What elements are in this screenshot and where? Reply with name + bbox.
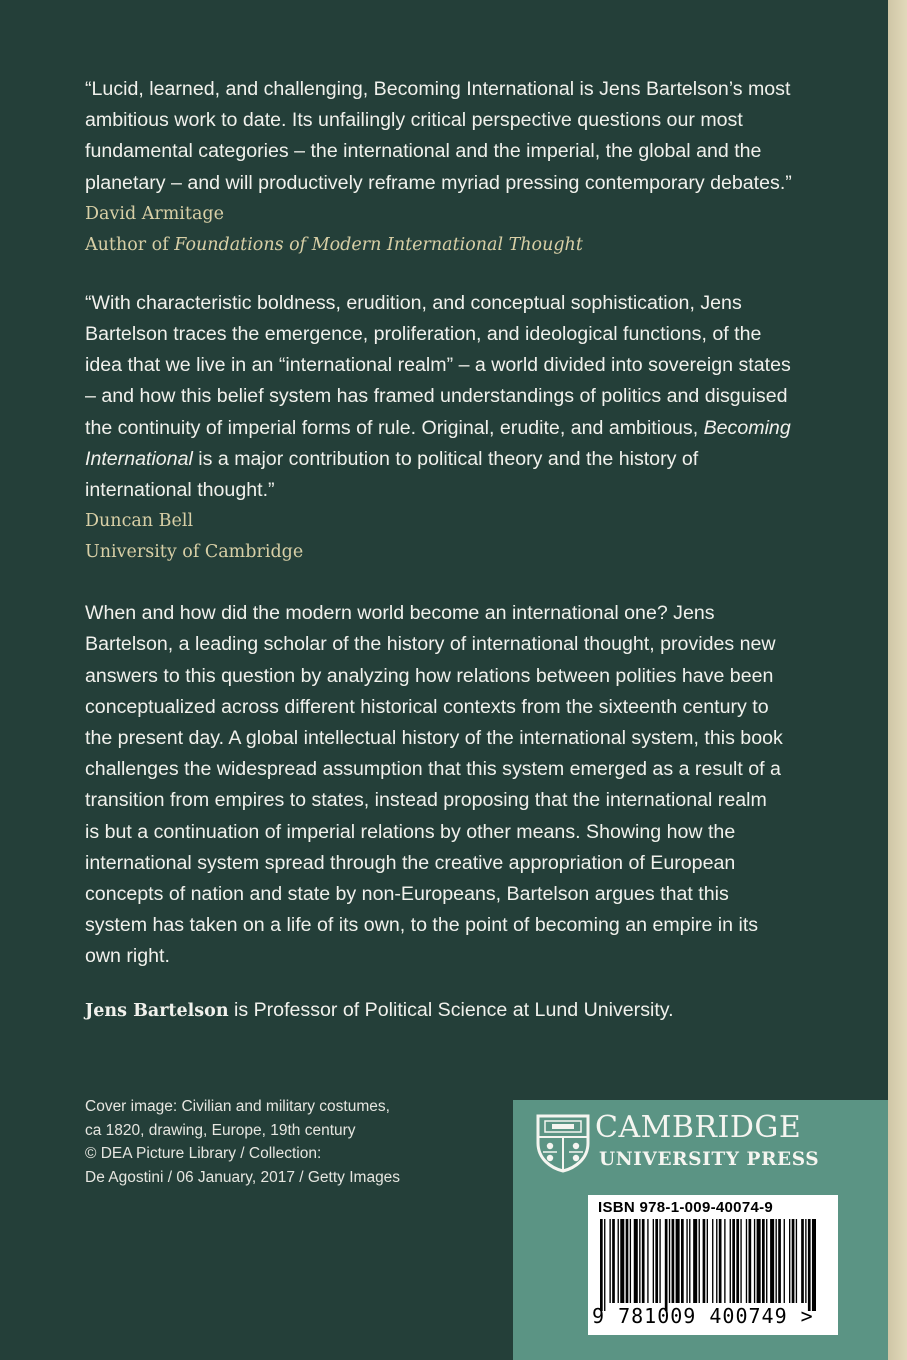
barcode-bar — [808, 1219, 811, 1311]
isbn-label: ISBN 978-1-009-40074-9 — [598, 1199, 774, 1216]
barcode-bar — [749, 1219, 752, 1303]
barcode-bar — [686, 1219, 687, 1303]
barcode-bar — [740, 1219, 741, 1303]
barcode-bar — [634, 1219, 638, 1303]
barcode-bar — [724, 1219, 725, 1303]
barcode-bar — [812, 1219, 816, 1311]
barcode-bar — [792, 1219, 795, 1303]
barcode-bar — [770, 1219, 774, 1303]
quote-bell-author: Duncan Bell — [85, 511, 194, 532]
barcode-bar — [655, 1219, 658, 1303]
barcode-bar — [612, 1219, 615, 1303]
barcode-bar — [609, 1219, 610, 1303]
barcode-bar — [618, 1219, 619, 1303]
barcode-bar — [746, 1219, 747, 1303]
barcode-bar — [789, 1219, 790, 1303]
spine-edge — [888, 0, 907, 1360]
barcode-bar — [665, 1219, 668, 1311]
barcode-bar — [766, 1219, 767, 1303]
quote-bell-affiliation: University of Cambridge — [85, 542, 304, 563]
barcode-bar — [778, 1219, 781, 1303]
barcode-bar — [626, 1219, 629, 1303]
barcode-bar — [693, 1219, 697, 1303]
quote-armitage-affiliation: Author of Foundations of Modern International Thought — [85, 234, 583, 255]
barcode-bar — [730, 1219, 731, 1303]
barcode-bar — [784, 1219, 785, 1303]
barcode-bar — [600, 1219, 603, 1311]
barcode-bar — [716, 1219, 717, 1303]
barcode-digits: 9 781009 400749 > — [592, 1304, 814, 1328]
barcode-bar — [604, 1219, 605, 1311]
barcode-bar — [676, 1219, 680, 1303]
barcode-bar — [659, 1219, 660, 1303]
quote-bell: “With characteristic boldness, erudition, and conceptual sophistication, Jens Bartelson traces the emergence, proliferation, and ideological functions, of the idea that we live in an “international realm” – a world divided into sovereign states – and how this belief system has framed understandings of politics and disguised the continuity of imperial forms of rule. Original, erudite, and ambitious, Becoming International is a major contribution to political theory and the history of international thought.” — [85, 291, 791, 502]
barcode-bar — [732, 1219, 735, 1303]
cover-image-credit: Cover image: Civilian and military costumes, ca 1820, drawing, Europe, 19th century © DEA Picture Library / Collection: De Agostini / 06 January, 2017 / Getty Images — [85, 1098, 401, 1186]
barcode-bar — [669, 1219, 670, 1303]
barcode-bar — [796, 1219, 797, 1303]
barcode-bar — [639, 1219, 640, 1303]
barcode-bar — [736, 1219, 739, 1303]
barcode-bar — [762, 1219, 765, 1303]
publisher-name: CAMBRIDGE — [595, 1110, 802, 1145]
book-blurb: When and how did the modern world become an international one? Jens Bartelson, a leading scholar of the history of international thought, provides new answers to this question by analyzing how relations between polities have been conceptualized across different historical contexts from the sixteenth century to the present day. A global intellectual history of the international system, this book challenges the widespread assumption that this system emerged as a result of a transition from empires to states, instead proposing that the international realm is but a continuation of imperial relations by other means. Showing how the international system spread through the creative appropriation of European concepts of nation and state by non-Europeans, Bartelson argues that this system has taken on a life of its own, to the point of becoming an empire in its own right. — [85, 602, 783, 968]
barcode-bar — [681, 1219, 684, 1303]
quote-armitage-author: David Armitage — [85, 203, 224, 224]
barcode-bar — [805, 1219, 806, 1303]
barcode-bar — [801, 1219, 804, 1303]
barcode — [588, 1195, 838, 1335]
university-crest-icon — [535, 1113, 591, 1173]
barcode-bar — [689, 1219, 690, 1303]
barcode-bar — [653, 1219, 654, 1303]
quote-armitage: “Lucid, learned, and challenging, Becoming International is Jens Bartelson’s most ambitious work to date. Its unfailingly critical perspective questions our most fundamental categories – the international and the imperial, the global and the planetary – and will productively reframe myriad pressing contemporary debates.” — [85, 78, 792, 194]
publisher-panel — [513, 1100, 888, 1360]
barcode-bar — [719, 1219, 722, 1303]
barcode-bar — [642, 1219, 645, 1303]
barcode-bar — [647, 1219, 648, 1303]
barcode-bar — [620, 1219, 624, 1303]
barcode-bar — [757, 1219, 761, 1303]
cover-text — [85, 74, 845, 1027]
publisher-subtitle: UNIVERSITY PRESS — [599, 1149, 820, 1170]
barcode-bar — [699, 1219, 700, 1303]
barcode-bar — [707, 1219, 708, 1303]
barcode-bar — [712, 1219, 713, 1303]
barcode-bar — [754, 1219, 755, 1303]
barcode-bar — [776, 1219, 777, 1303]
barcode-bars — [598, 1219, 820, 1315]
barcode-bar — [672, 1219, 675, 1303]
barcode-bar — [630, 1219, 631, 1303]
author-bio: Jens Bartelson is Professor of Political Science at Lund University. — [85, 998, 674, 1021]
barcode-bar — [703, 1219, 706, 1303]
